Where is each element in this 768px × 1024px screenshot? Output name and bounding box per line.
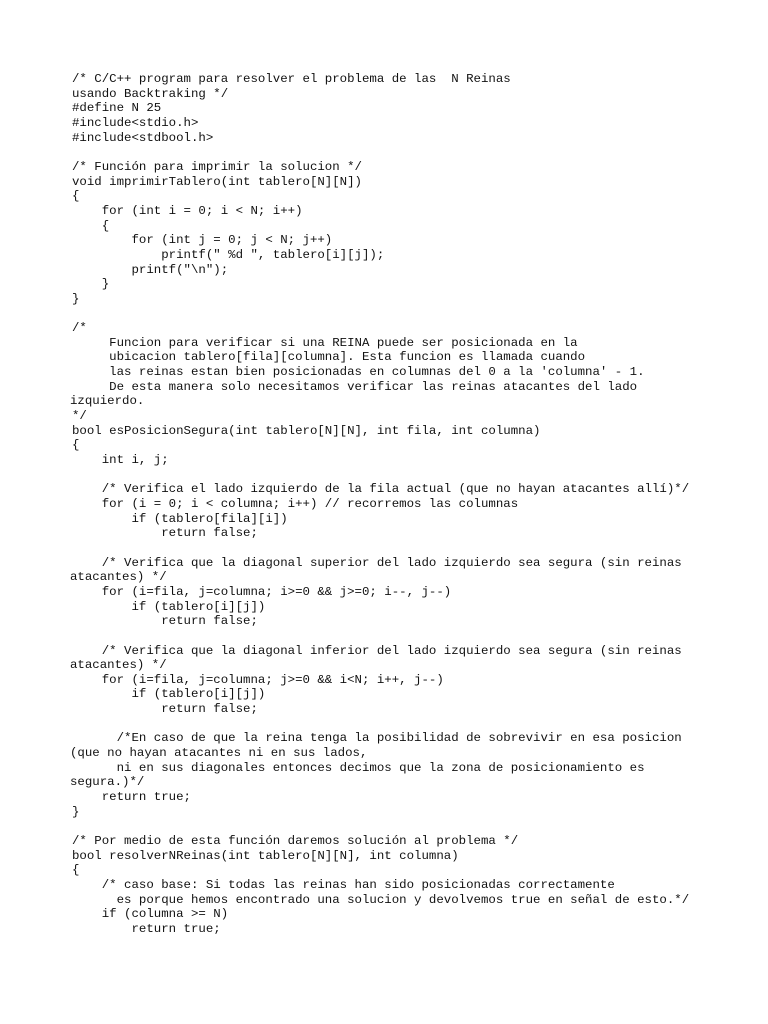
code-line: return false; bbox=[72, 614, 258, 629]
code-line bbox=[72, 468, 712, 483]
code-line: int i, j; bbox=[72, 453, 169, 468]
code-line: for (int j = 0; j < N; j++) bbox=[72, 233, 333, 248]
code-line: las reinas estan bien posicionadas en columnas del 0 a la 'columna' - 1. bbox=[72, 365, 645, 380]
code-line: if (tablero[i][j]) bbox=[72, 687, 266, 702]
code-line: if (tablero[i][j]) bbox=[72, 599, 266, 614]
code-line: atacantes) */ bbox=[70, 570, 167, 585]
code-line: usando Backtraking */ bbox=[72, 86, 229, 101]
code-line bbox=[72, 145, 712, 160]
code-line: Funcion para verificar si una REINA puede ser posicionada en la bbox=[72, 335, 578, 350]
code-line: es porque hemos encontrado una solucion y devolvemos true en señal de esto.*/ bbox=[72, 892, 690, 907]
code-line: bool resolverNReinas(int tablero[N][N], int columna) bbox=[72, 848, 459, 863]
code-line: for (i=fila, j=columna; j>=0 && i<N; i++, j--) bbox=[72, 672, 444, 687]
code-line: /* caso base: Si todas las reinas han sido posicionadas correctamente bbox=[72, 877, 615, 892]
code-line: { bbox=[72, 438, 80, 453]
code-line: printf("\n"); bbox=[72, 262, 229, 277]
code-line: segura.)*/ bbox=[70, 775, 145, 790]
code-line: { bbox=[72, 189, 80, 204]
code-line: { bbox=[72, 218, 110, 233]
code-line: return false; bbox=[72, 526, 258, 541]
code-line: #define N 25 bbox=[72, 101, 162, 116]
code-line: void imprimirTablero(int tablero[N][N]) bbox=[72, 174, 362, 189]
code-line: printf(" %d ", tablero[i][j]); bbox=[72, 247, 385, 262]
code-line: /* Verifica que la diagonal superior del lado izquierdo sea segura (sin reinas bbox=[72, 555, 682, 570]
code-line: /* Función para imprimir la solucion */ bbox=[72, 159, 362, 174]
code-line bbox=[72, 629, 712, 644]
code-line: De esta manera solo necesitamos verificar las reinas atacantes del lado bbox=[72, 379, 638, 394]
code-line: for (i=fila, j=columna; i>=0 && j>=0; i--, j--) bbox=[72, 584, 452, 599]
code-line: for (i = 0; i < columna; i++) // recorremos las columnas bbox=[72, 496, 519, 511]
code-line: bool esPosicionSegura(int tablero[N][N], int fila, int columna) bbox=[72, 423, 541, 438]
code-line: izquierdo. bbox=[70, 394, 145, 409]
code-line: ubicacion tablero[fila][columna]. Esta funcion es llamada cuando bbox=[72, 350, 586, 365]
code-line: (que no hayan atacantes ni en sus lados, bbox=[70, 746, 368, 761]
code-line: for (int i = 0; i < N; i++) bbox=[72, 203, 303, 218]
code-line bbox=[72, 717, 712, 732]
code-line: { bbox=[72, 863, 80, 878]
code-line bbox=[72, 819, 712, 834]
code-line: /* Por medio de esta función daremos solución al problema */ bbox=[72, 834, 519, 849]
code-line: ni en sus diagonales entonces decimos que la zona de posicionamiento es bbox=[72, 760, 645, 775]
code-line: if (columna >= N) bbox=[72, 907, 229, 922]
code-line: /*En caso de que la reina tenga la posibilidad de sobrevivir en esa posicion bbox=[72, 731, 682, 746]
code-line: } bbox=[72, 291, 80, 306]
code-line: /* Verifica que la diagonal inferior del lado izquierdo sea segura (sin reinas bbox=[72, 643, 682, 658]
code-line: return false; bbox=[72, 702, 258, 717]
code-line: } bbox=[72, 804, 80, 819]
code-line: } bbox=[72, 277, 110, 292]
code-line: return true; bbox=[72, 790, 191, 805]
code-line bbox=[72, 541, 712, 556]
code-line: if (tablero[fila][i]) bbox=[72, 511, 288, 526]
code-line: /* C/C++ program para resolver el problema de las N Reinas bbox=[72, 72, 511, 86]
code-line bbox=[72, 306, 712, 321]
code-line: /* Verifica el lado izquierdo de la fila actual (que no hayan atacantes allí)*/ bbox=[72, 482, 690, 497]
code-line: #include<stdbool.h> bbox=[72, 130, 214, 145]
code-line: #include<stdio.h> bbox=[72, 115, 199, 130]
code-listing bbox=[72, 72, 712, 937]
code-line: atacantes) */ bbox=[70, 658, 167, 673]
code-line: */ bbox=[72, 409, 87, 424]
code-line: return true; bbox=[72, 921, 221, 936]
code-line: /* bbox=[72, 321, 87, 336]
